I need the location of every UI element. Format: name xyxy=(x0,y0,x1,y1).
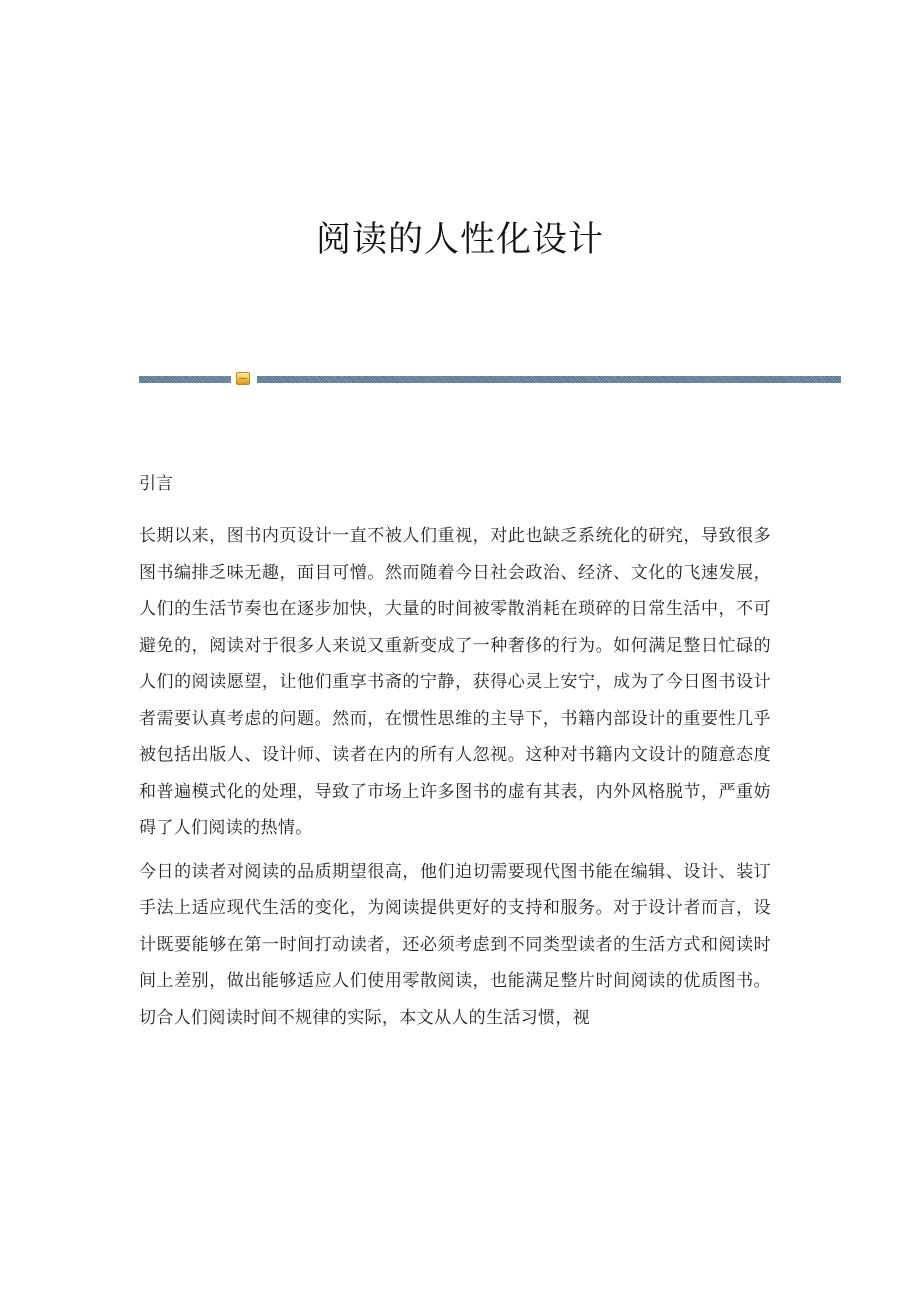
divider-bar-left xyxy=(139,376,231,383)
paragraph-1: 长期以来，图书内页设计一直不被人们重视，对此也缺乏系统化的研究，导致很多图书编排乏味无趣，面目可憎。然而随着今日社会政治、经济、文化的飞速发展，人们的生活节奏也在逐步加快，大量的时间被零散消耗在琐碎的日常生活中，不可避免的，阅读对于很多人来说又重新变成了一种奢侈的行为。如何满足整日忙碌的人们的阅读愿望，让他们重享书斋的宁静，获得心灵上安宁，成为了今日图书设计者需要认真考虑的问题。然而，在惯性思维的主导下，书籍内部设计的重要性几乎被包括出版人、设计师、读者在内的所有人忽视。这种对书籍内文设计的随意态度和普遍模式化的处理，导致了市场上许多图书的虚有其表，内外风格脱节，严重妨碍了人们阅读的热情。 xyxy=(139,526,771,838)
paragraph-2: 今日的读者对阅读的品质期望很高，他们迫切需要现代图书能在编辑、设计、装订手法上适应现代生活的变化，为阅读提供更好的支持和服务。对于设计者而言，设计既要能够在第一时间打动读者，还必须考虑到不同类型读者的生活方式和阅读时间上差别，做出能够适应人们使用零散阅读，也能满足整片时间阅读的优质图书。切合人们阅读时间不规律的实际，本文从人的生活习惯，视 xyxy=(139,861,771,1028)
ornament-icon xyxy=(236,372,250,385)
divider-bar-right xyxy=(257,376,841,383)
document-body xyxy=(139,466,771,1043)
section-heading: 引言 xyxy=(139,474,173,494)
document-title: 阅读的人性化设计 xyxy=(315,220,604,260)
title-divider xyxy=(139,372,841,386)
